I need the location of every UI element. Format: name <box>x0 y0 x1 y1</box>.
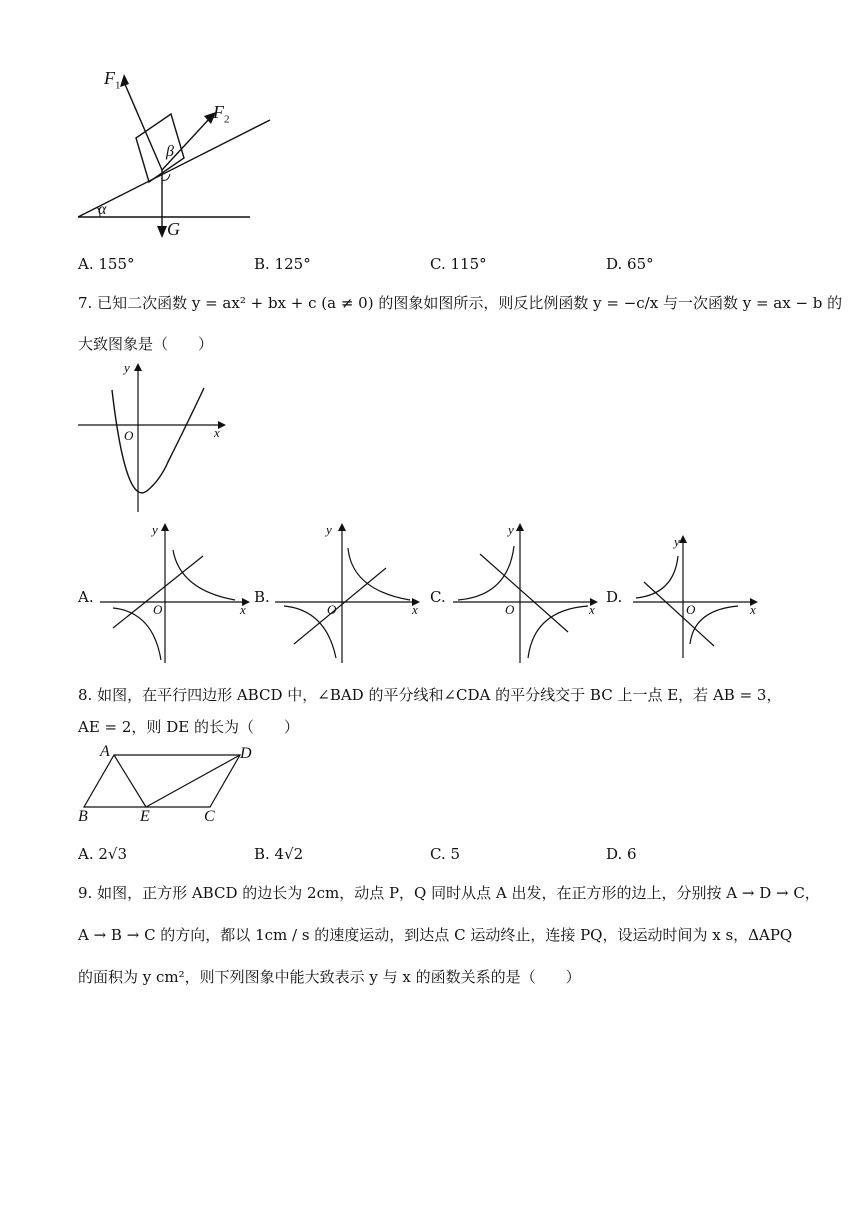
q7-option-c-graph <box>448 520 608 665</box>
q9-stem-line3: 的面积为 y cm²，则下列图象中能大致表示 y 与 x 的函数关系的是（ ） <box>78 968 581 986</box>
q9-stem-line2: A → B → C 的方向，都以 1cm / s 的速度运动，到达点 C 运动终止，连接 PQ，设运动时间为 x s，ΔAPQ <box>78 926 793 944</box>
segment-ae <box>114 755 146 807</box>
q8-option-d[interactable]: D. 6 <box>606 845 637 863</box>
q7-option-a[interactable]: A. <box>78 588 94 606</box>
beta-label: β <box>166 143 174 160</box>
q7-d-x-label: x <box>750 602 756 617</box>
q7-d-origin-label: O <box>686 602 696 617</box>
q8-point-c: C <box>204 808 215 825</box>
q7-c-y-label: y <box>508 522 514 537</box>
q6-option-d[interactable]: D. 65° <box>606 255 654 273</box>
segment-de <box>146 755 240 807</box>
q8-option-b[interactable]: B. 4√2 <box>254 845 304 863</box>
q7-stem-line1: 7. 已知二次函数 y = ax² + bx + c (a ≠ 0) 的图象如图所示，则反比例函数 y = −c/x 与一次函数 y = ax − b 的 <box>78 294 843 312</box>
q9-stem-line1: 9. 如图，正方形 ABCD 的边长为 2cm，动点 P，Q 同时从点 A 出发，在正方形的边上，分别按 A → D → C， <box>78 884 820 902</box>
q7-option-d[interactable]: D. <box>606 588 623 606</box>
q8-stem-line2: AE = 2，则 DE 的长为（ ） <box>78 718 299 736</box>
q6-option-b[interactable]: B. 125° <box>254 255 311 273</box>
q7-c-origin-label: O <box>505 602 515 617</box>
q6-option-a[interactable]: A. 155° <box>78 255 135 273</box>
q7-b-origin-label: O <box>327 602 337 617</box>
q7-main-x-label: x <box>214 425 220 440</box>
f2-label: $F_2$ <box>213 102 230 126</box>
q7-option-c[interactable]: C. <box>430 588 446 606</box>
alpha-label: α <box>98 201 107 218</box>
q7-c-x-label: x <box>589 602 595 617</box>
q8-option-c[interactable]: C. 5 <box>430 845 461 863</box>
q7-d-y-label: y <box>674 534 680 549</box>
block <box>136 114 184 182</box>
f1-arrow <box>124 82 162 170</box>
q7-a-y-label: y <box>152 522 158 537</box>
q7-stem-line2: 大致图象是（ ） <box>78 335 214 353</box>
q7-a-x-label: x <box>240 602 246 617</box>
q7-main-y-label: y <box>124 360 130 375</box>
parallelogram <box>84 755 240 807</box>
q8-point-e: E <box>140 808 150 825</box>
q7-main-origin-label: O <box>124 428 134 443</box>
q8-stem-line1: 8. 如图，在平行四边形 ABCD 中，∠BAD 的平分线和∠CDA 的平分线交于 BC 上一点 E，若 AB = 3， <box>78 686 782 704</box>
q8-point-a: A <box>100 743 110 760</box>
incline-line <box>78 120 270 217</box>
q8-point-d: D <box>240 745 252 762</box>
q7-parabola-graph <box>76 360 236 520</box>
f1-label: $F_1$ <box>104 68 121 92</box>
q7-option-b[interactable]: B. <box>254 588 270 606</box>
q8-point-b: B <box>78 808 88 825</box>
q8-option-a[interactable]: A. 2√3 <box>78 845 128 863</box>
q7-option-d-graph <box>628 532 778 662</box>
beta-arc <box>162 174 170 180</box>
q7-option-b-graph <box>270 520 430 665</box>
g-label: G <box>167 219 180 239</box>
q7-a-origin-label: O <box>153 602 163 617</box>
q6-option-c[interactable]: C. 115° <box>430 255 487 273</box>
q7-option-a-graph <box>95 520 255 665</box>
q7-b-y-label: y <box>326 522 332 537</box>
q7-b-x-label: x <box>412 602 418 617</box>
